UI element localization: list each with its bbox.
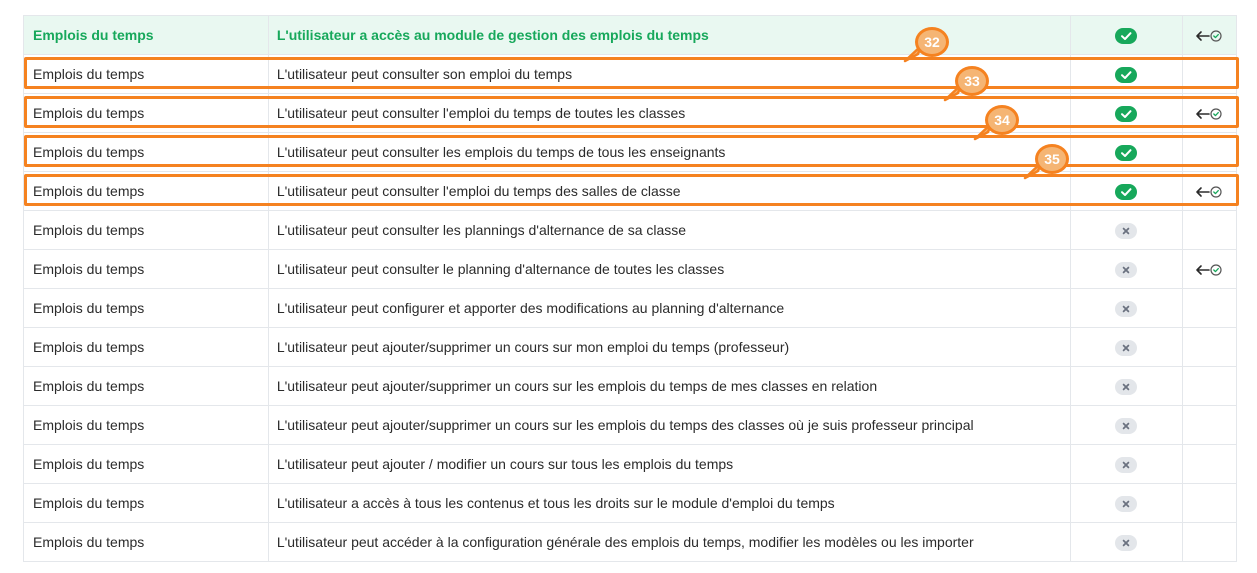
module-name: Emplois du temps bbox=[24, 172, 269, 211]
check-icon bbox=[1115, 28, 1137, 44]
inheritance-cell bbox=[1182, 250, 1236, 289]
cross-icon bbox=[1115, 223, 1137, 239]
cross-icon bbox=[1115, 340, 1137, 356]
permission-toggle[interactable] bbox=[1115, 379, 1137, 395]
module-name: Emplois du temps bbox=[24, 211, 269, 250]
cross-icon bbox=[1115, 418, 1137, 434]
permission-toggle[interactable] bbox=[1115, 535, 1137, 551]
permission-row bbox=[24, 211, 1237, 250]
inheritance-cell bbox=[1182, 445, 1236, 484]
inheritance-cell bbox=[1182, 328, 1236, 367]
permission-state bbox=[1070, 367, 1182, 406]
permission-toggle[interactable] bbox=[1115, 301, 1137, 317]
permission-description: L'utilisateur peut consulter son emploi du temps bbox=[268, 55, 1070, 94]
inherited-arrow-icon bbox=[1194, 262, 1224, 278]
permission-description: L'utilisateur peut configurer et apporter des modifications au planning d'alternance bbox=[268, 289, 1070, 328]
cross-icon bbox=[1115, 301, 1137, 317]
permission-row bbox=[24, 406, 1237, 445]
permission-row bbox=[24, 94, 1237, 133]
permission-state bbox=[1070, 523, 1182, 562]
permission-state bbox=[1070, 172, 1182, 211]
inheritance-cell bbox=[1182, 484, 1236, 523]
inherited-indicator bbox=[1194, 104, 1224, 120]
permission-state bbox=[1070, 328, 1182, 367]
module-name: Emplois du temps bbox=[24, 445, 269, 484]
module-name: Emplois du temps bbox=[24, 367, 269, 406]
module-name: Emplois du temps bbox=[24, 16, 269, 55]
inherited-arrow-icon bbox=[1194, 28, 1224, 44]
permission-description: L'utilisateur peut consulter le planning d'alternance de toutes les classes bbox=[268, 250, 1070, 289]
module-name: Emplois du temps bbox=[24, 484, 269, 523]
permission-state bbox=[1070, 484, 1182, 523]
inheritance-cell bbox=[1182, 289, 1236, 328]
permission-toggle[interactable] bbox=[1115, 145, 1137, 161]
permission-state bbox=[1070, 94, 1182, 133]
permission-description: L'utilisateur peut ajouter/supprimer un cours sur mon emploi du temps (professeur) bbox=[268, 328, 1070, 367]
cross-icon bbox=[1115, 457, 1137, 473]
check-icon bbox=[1115, 145, 1137, 161]
check-icon bbox=[1115, 67, 1137, 83]
inheritance-cell bbox=[1182, 16, 1236, 55]
permission-description: L'utilisateur peut accéder à la configuration générale des emplois du temps, modifier les modèles ou les importer bbox=[268, 523, 1070, 562]
permission-row bbox=[24, 484, 1237, 523]
inheritance-cell bbox=[1182, 406, 1236, 445]
permission-row bbox=[24, 289, 1237, 328]
inheritance-cell bbox=[1182, 523, 1236, 562]
permission-description: L'utilisateur peut consulter les plannings d'alternance de sa classe bbox=[268, 211, 1070, 250]
inherited-indicator bbox=[1194, 182, 1224, 198]
permission-row bbox=[24, 523, 1237, 562]
check-icon bbox=[1115, 184, 1137, 200]
cross-icon bbox=[1115, 535, 1137, 551]
inherited-indicator bbox=[1194, 26, 1224, 42]
module-name: Emplois du temps bbox=[24, 328, 269, 367]
inherited-arrow-icon bbox=[1194, 184, 1224, 200]
inheritance-cell bbox=[1182, 211, 1236, 250]
permission-row bbox=[24, 172, 1237, 211]
module-name: Emplois du temps bbox=[24, 523, 269, 562]
permission-toggle[interactable] bbox=[1115, 28, 1137, 44]
permissions-table bbox=[23, 15, 1237, 562]
check-icon bbox=[1115, 106, 1137, 122]
module-name: Emplois du temps bbox=[24, 133, 269, 172]
inheritance-cell bbox=[1182, 55, 1236, 94]
permission-description: L'utilisateur peut ajouter / modifier un cours sur tous les emplois du temps bbox=[268, 445, 1070, 484]
module-name: Emplois du temps bbox=[24, 406, 269, 445]
permission-row bbox=[24, 250, 1237, 289]
callout-number: 35 bbox=[1035, 144, 1069, 174]
module-name: Emplois du temps bbox=[24, 55, 269, 94]
permission-state bbox=[1070, 211, 1182, 250]
permission-toggle[interactable] bbox=[1115, 496, 1137, 512]
module-name: Emplois du temps bbox=[24, 289, 269, 328]
callout-number: 32 bbox=[915, 27, 949, 57]
permission-row bbox=[24, 133, 1237, 172]
permission-state bbox=[1070, 406, 1182, 445]
permission-description: L'utilisateur peut ajouter/supprimer un cours sur les emplois du temps de mes classes en relation bbox=[268, 367, 1070, 406]
permission-row bbox=[24, 445, 1237, 484]
permission-row bbox=[24, 367, 1237, 406]
inheritance-cell bbox=[1182, 367, 1236, 406]
permission-toggle[interactable] bbox=[1115, 418, 1137, 434]
permission-description: L'utilisateur peut consulter les emplois du temps de tous les enseignants bbox=[268, 133, 1070, 172]
inheritance-cell bbox=[1182, 133, 1236, 172]
permission-state bbox=[1070, 445, 1182, 484]
inheritance-cell bbox=[1182, 94, 1236, 133]
permission-toggle[interactable] bbox=[1115, 457, 1137, 473]
permission-state bbox=[1070, 55, 1182, 94]
module-header-row bbox=[24, 16, 1237, 55]
permission-toggle[interactable] bbox=[1115, 184, 1137, 200]
cross-icon bbox=[1115, 262, 1137, 278]
inheritance-cell bbox=[1182, 172, 1236, 211]
permission-description: L'utilisateur peut consulter l'emploi du temps de toutes les classes bbox=[268, 94, 1070, 133]
cross-icon bbox=[1115, 496, 1137, 512]
inherited-arrow-icon bbox=[1194, 106, 1224, 122]
permission-state bbox=[1070, 16, 1182, 55]
permission-toggle[interactable] bbox=[1115, 223, 1137, 239]
inherited-indicator bbox=[1194, 260, 1224, 276]
permission-state bbox=[1070, 289, 1182, 328]
permission-state bbox=[1070, 250, 1182, 289]
permissions-table-body bbox=[24, 16, 1237, 562]
permission-row bbox=[24, 328, 1237, 367]
module-name: Emplois du temps bbox=[24, 94, 269, 133]
permission-description: L'utilisateur a accès au module de gestion des emplois du temps bbox=[268, 16, 1070, 55]
callout-number: 34 bbox=[985, 105, 1019, 135]
permission-toggle[interactable] bbox=[1115, 262, 1137, 278]
cross-icon bbox=[1115, 379, 1137, 395]
permission-description: L'utilisateur peut consulter l'emploi du temps des salles de classe bbox=[268, 172, 1070, 211]
module-name: Emplois du temps bbox=[24, 250, 269, 289]
permission-toggle[interactable] bbox=[1115, 340, 1137, 356]
permission-description: L'utilisateur a accès à tous les contenus et tous les droits sur le module d'emploi du temps bbox=[268, 484, 1070, 523]
permission-state bbox=[1070, 133, 1182, 172]
callout-number: 33 bbox=[955, 66, 989, 96]
permission-toggle[interactable] bbox=[1115, 106, 1137, 122]
permission-row bbox=[24, 55, 1237, 94]
permission-description: L'utilisateur peut ajouter/supprimer un cours sur les emplois du temps des classes où je suis professeur principal bbox=[268, 406, 1070, 445]
permission-toggle[interactable] bbox=[1115, 67, 1137, 83]
